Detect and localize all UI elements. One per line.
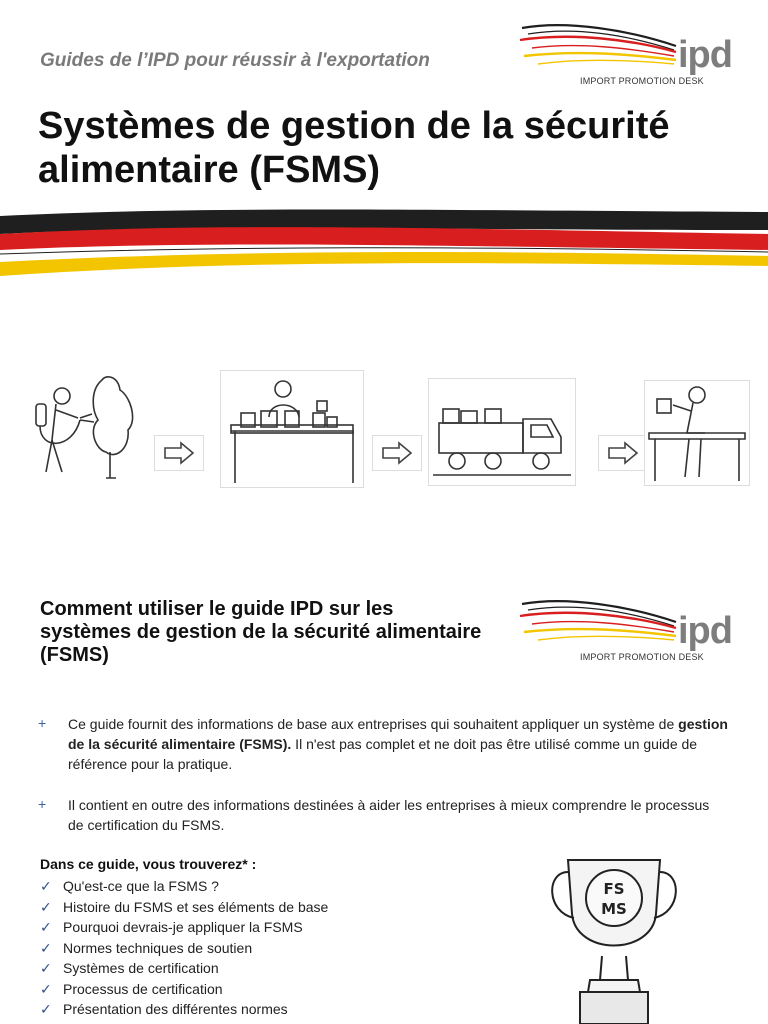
info-bullets	[38, 714, 728, 856]
arrow-right-icon	[599, 436, 647, 470]
ipd-logo-mark: ipd	[678, 610, 732, 652]
delivery-truck-panel	[428, 378, 576, 486]
checklist-intro: Dans ce guide, vous trouverez* :	[40, 856, 257, 872]
checklist-item-text: Pourquoi devrais-je appliquer la FSMS	[63, 919, 303, 935]
bullet-1-text-start: Ce guide fournit des informations de base aux entreprises qui souhaitent appliquer un système de	[68, 716, 679, 732]
bullet-item	[38, 795, 728, 835]
section-title-line-1: Comment utiliser le guide IPD sur les	[40, 598, 394, 620]
title-line-1: Systèmes de gestion de la sécurité	[38, 105, 670, 147]
bullet-item	[38, 714, 728, 774]
bullet-2-text: Il contient en outre des informations destinées à aider les entreprises à mieux comprendre le processus de certification du FSMS.	[68, 797, 710, 833]
checklist-item-text: Qu'est-ce que la FSMS ?	[63, 878, 219, 894]
guide-series-subtitle: Guides de l’IPD pour réussir à l'exportation	[40, 50, 430, 71]
title-line-2: alimentaire (FSMS)	[38, 149, 381, 191]
checklist-item-text: Histoire du FSMS et ses éléments de base	[63, 898, 329, 915]
ipd-logo-caption: IMPORT PROMOTION DESK	[580, 652, 704, 662]
ipd-logo-secondary	[518, 596, 738, 676]
checkmark-icon: ✓	[40, 1001, 52, 1017]
checklist-item-text: Normes techniques de soutien	[63, 939, 253, 956]
checklist-item	[40, 876, 328, 897]
checklist-item	[40, 917, 328, 938]
ipd-logo-mark: ipd	[678, 34, 732, 76]
worker-packing-panel	[220, 370, 364, 488]
checklist-item-text: Processus de certification	[63, 980, 223, 997]
checklist-item	[40, 958, 328, 979]
flag-swoosh-band	[0, 204, 768, 294]
worker-packing-boxes-icon	[221, 371, 363, 487]
ipd-logo	[518, 20, 738, 100]
plus-icon: +	[38, 796, 47, 812]
checklist-item-text: Systèmes de certification	[63, 960, 219, 976]
checklist-item	[40, 938, 328, 959]
flow-arrow-1	[154, 435, 204, 471]
bullet-1-text-bold: gestion de la sécurité alimentaire (FSMS).	[68, 716, 728, 752]
farmer-spraying-tree-panel	[22, 360, 150, 488]
section-title	[40, 598, 520, 667]
page-title	[38, 104, 738, 192]
trophy-letters-top: FS	[603, 880, 625, 898]
checkmark-icon: ✓	[40, 898, 52, 915]
arrow-right-icon	[155, 436, 203, 470]
section-title-line-2: systèmes de gestion de la sécurité alimentaire	[40, 621, 482, 643]
checkmark-icon: ✓	[40, 960, 52, 976]
bullet-1-text-end: Il n'est pas complet et ne doit pas être utilisé comme un guide de référence pour la pratique.	[68, 736, 698, 772]
consumer-at-table-icon	[645, 381, 749, 485]
delivery-truck-icon	[429, 379, 575, 485]
checkmark-icon: ✓	[40, 878, 52, 894]
checkmark-icon: ✓	[40, 919, 52, 935]
checklist-item	[40, 979, 328, 1000]
contents-checklist	[40, 876, 328, 1020]
checkmark-icon: ✓	[40, 939, 52, 956]
checklist-item-text: Présentation des différentes normes	[63, 1001, 288, 1017]
flow-arrow-3	[598, 435, 648, 471]
farmer-spraying-tree-icon	[22, 360, 150, 488]
section-title-line-3: (FSMS)	[40, 644, 109, 666]
plus-icon: +	[38, 715, 47, 731]
trophy-letters-bottom: MS	[601, 900, 627, 918]
checkmark-icon: ✓	[40, 980, 52, 997]
checklist-item	[40, 897, 328, 918]
fsms-trophy-icon	[544, 852, 684, 1024]
ipd-logo-caption: IMPORT PROMOTION DESK	[580, 76, 704, 86]
flow-arrow-2	[372, 435, 422, 471]
arrow-right-icon	[373, 436, 421, 470]
consumer-at-table-panel	[644, 380, 750, 486]
checklist-item	[40, 999, 328, 1020]
